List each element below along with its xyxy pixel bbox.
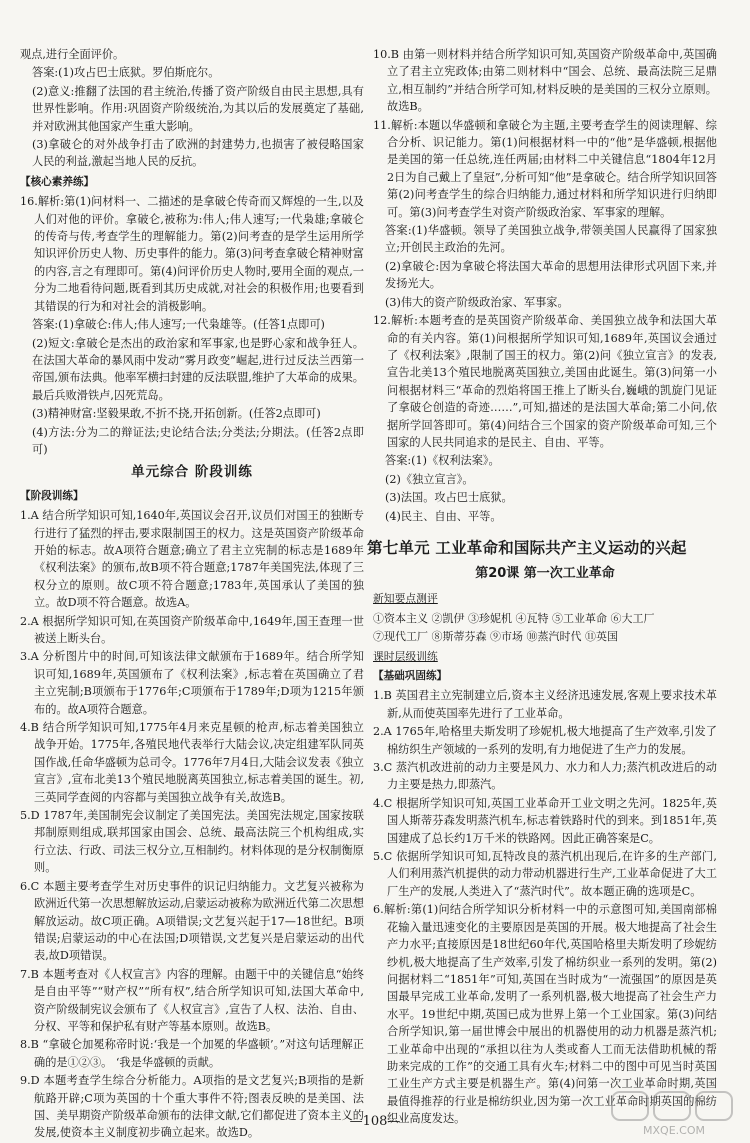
right-block-r19: 2.A 1765年,哈格里夫斯发明了珍妮机,极大地提高了生产效率,引发了棉纺织生产领域的一系列的发明,有力地促进了生产力的发展。 (373, 725, 717, 756)
left-block-l13: 1.A 结合所学知识可知,1640年,英国议会召开,议员们对国王的独断专行进行了猛烈的抨击,要求限制国王的权力。这是英国资产阶级革命开始的标志。故A项符合题意;确立了君主立宪制的标志是1689年《权利法案》的颁布,故B项不符合题意;1787年美国宪法,体现了三权分立的原则。故C项不符合题意;1783年,英国承认了美国的独立。故D项不符合题意。故选A。 (20, 509, 364, 610)
right-block-r14: ①资本主义 ②凯伊 ③珍妮机 ④瓦特 ⑤工业革命 ⑥大工厂 (373, 611, 655, 625)
right-block-r12: 第20课 第一次工业革命 (475, 565, 615, 581)
left-block-l18: 6.C 本题主要考查学生对历史事件的识记归纳能力。文艺复兴被称为欧洲近代第一次思想解放运动,启蒙运动被称为欧洲近代第二次思想解放运动。故C项正确。A项错误;文艺复兴起于17—18世纪。B项错误;启蒙运动的中心在法国;D项错误,文艺复兴是启蒙运动的出代表,故D项错误。 (20, 879, 364, 963)
left-block-l19: 7.B 本题考查对《人权宣言》内容的理解。由题干中的关键信息“始终是自由平等”“财产权”“所有权”,结合所学知识可知,法国大革命中,资产阶级制宪议会颁布了《人权宣言》,宣告了人权、法治、自由、分权、平等和保护私有财产等基本原则。故选B。 (20, 967, 364, 1033)
left-block-l12: 【阶段训练】 (20, 489, 84, 502)
right-block-r21: 4.C 根据所学知识可知,英国工业革命开工业文明之先河。1825年,英国人斯蒂芬森发明蒸汽机车,标志着铁路时代的到来。到1851年,英国建成了总长约1万千米的铁路网。因此正确答案是C。 (373, 796, 717, 845)
right-block-r1: 10.B 由第一则材料并结合所学知识可知,英国资产阶级革命中,英国确立了君主立宪政体;由第二则材料中“国会、总统、最高法院三足鼎立,相互制约”并结合所学可知,材料反映的是美国的三权分立原则。故选B。 (373, 48, 717, 114)
left-block-l3: (2)意义:推翻了法国的君主统治,传播了资产阶级自由民主思想,具有世界性影响。作用:巩固资产阶级统治,为其以后的发展奠定了基础,并对欧洲其他国家产生重大影响。 (32, 84, 364, 133)
watermark-logo (610, 1090, 740, 1138)
left-block-l20: 8.B “拿破仑加冕称帝时说:‘我是一个加冕的华盛顿’。”对这句话理解正确的是①②③。 ‘我是华盛顿的贡献。 (20, 1038, 364, 1069)
left-block-l8: (2)短文:拿破仑是杰出的政治家和军事家,也是野心家和战争狂人。在法国大革命的暴风雨中发动“雾月政变”崛起,进行过反法兰西第一帝国,颁布法典。他率军横扫封建的反法联盟,维护了大革命的成果。最后兵败滑铁卢,囚死荒岛。 (32, 336, 364, 402)
left-block-l11: 单元综合 阶段训练 (131, 464, 253, 481)
right-block-r20: 3.C 蒸汽机改进前的动力主要是风力、水力和人力;蒸汽机改进后的动力主要是热力,即蒸汽。 (373, 761, 717, 792)
right-block-r6: 12.解析:本题考查的是英国资产阶级革命、美国独立战争和法国大革命的有关内容。第(1)问根据所学知识可知,1689年,英国议会通过了《权利法案》,限制了国王的权力。第(2)问《独立宣言》的发表,宣告北美13个殖民地脱离英国独立,美国由此诞生。第(3)问第一小问根据材料三“革命的烈焰将国王推上了断头台,巍峨的凯旋门见证了拿破仑创造的奇迹……”,可知,描述的是法国大革命;第二小问,依据所学回答即可。第(4)问结合三个国家的资产阶级革命可知,三个国家的人民共同追求的是民主、自由、平等。 (373, 314, 717, 449)
right-block-r10: (4)民主、自由、平等。 (385, 509, 502, 523)
left-block-l10: (4)方法:分为二的辩证法;史论结合法;分类法;分期法。(任答2点即可) (32, 425, 364, 456)
right-block-r8: (2)《独立宣言》。 (385, 472, 474, 486)
watermark-text: MXQE.COM (643, 1124, 705, 1137)
right-block-r9: (3)法国。攻占巴士底狱。 (385, 491, 513, 505)
right-column (367, 46, 717, 1129)
right-block-r5: (3)伟大的资产阶级政治家、军事家。 (385, 295, 569, 309)
right-block-r17: 【基础巩固练】 (373, 670, 448, 682)
right-block-r22: 5.C 依据所学知识可知,瓦特改良的蒸汽机出现后,在许多的生产部门,人们利用蒸汽机提供的动力带动机器进行生产,工业革命促进了大工厂生产的发展,人类进入了“蒸汽时代”。故本题正确的选项是C。 (373, 850, 717, 898)
left-block-l16: 4.B 结合所学知识可知,1775年4月来克星顿的枪声,标志着美国独立战争开始。1775年,各殖民地代表举行大陆会议,决定组建军队同英国作战,任命华盛顿为总司令。1776年7月4日,大陆会议发表《独立宣言》,宣布北美13个殖民地脱离英国独立,标志着美国的诞生。初,三英同学查阅的内容都与美国独立战争有关,故选B。 (20, 721, 364, 804)
right-block-r16: 课时层级训练 (373, 649, 438, 663)
page-number: —108— (349, 1114, 401, 1129)
left-column (20, 46, 364, 1143)
right-block-r15: ⑦现代工厂 ⑧斯蒂芬森 ⑨市场 ⑩蒸汽时代 ⑪英国 (373, 630, 618, 644)
left-block-l7: 答案:(1)拿破仑:伟人;伟人速写;一代枭雄等。(任答1点即可) (32, 318, 325, 332)
right-block-r13: 新知要点测评 (373, 592, 438, 606)
left-block-l14: 2.A 根据所学知识可知,在英国资产阶级革命中,1649年,国王查理一世被送上断头台。 (20, 614, 364, 645)
right-block-r23: 6.解析:第(1)问结合所学知识分析材料一中的示意图可知,美国南部棉花输入量迅速变化的主要原因是英国的开展。极大地提高了社会生产力水平;直接原因是18世纪60年代,英国哈格里夫斯发明了珍妮纺纱机,极大地提高了生产效率,引发了棉纺织业一系列的发明。第(2)问据材料二“1851年”可知,英国在当时成为“一流强国”的原因是英国最早完成工业革命,发明了一系列机器,极大地提高了社会生产力水平。19世纪中期,英国已成为世界上第一个工业国家。第(3)问结合所学知识,第一届世博会中展出的机器使用的动力机器是蒸汽机;工业革命中出现的“承担以往为人类或畜人工而无法借助机械的帮助来完成的工作”的交通工具有火车;材料二中的图中可见当时英国工业生产方式主要是机器生产。第(4)问第一次工业革命时期,英国最值得推荐的行业是棉纺织业,因为第一次工业革命时期英国的棉纺织业高度发达。 (373, 903, 717, 1126)
left-block-l2: 答案:(1)攻占巴士底狱。罗伯斯庇尔。 (32, 66, 220, 80)
left-block-l9: (3)精神财富:坚毅果敢,不折不挠,开拓创新。(任答2点即可) (32, 407, 321, 421)
left-block-l5: 【核心素养练】 (20, 175, 95, 188)
right-block-r18: 1.B 英国君主立宪制建立后,资本主义经济迅速发展,客观上要求技术革新,从而使英国率先进行了工业革命。 (373, 689, 717, 720)
left-block-l4: (3)拿破仑的对外战争打击了欧洲的封建势力,也损害了被侵略国家人民的利益,激起当地人民的反抗。 (32, 138, 364, 169)
left-block-l17: 5.D 1787年,美国制宪会议制定了美国宪法。美国宪法规定,国家按联邦制原则组成,联邦国家由国会、总统、最高法院三个机构组成,实行立法、行政、司法三权分立,互相制约。材料体现的是分权制衡原则。 (20, 809, 364, 875)
right-block-r4: (2)拿破仑:因为拿破仑将法国大革命的思想用法律形式巩固下来,并发扬光大。 (385, 259, 717, 291)
left-block-l6: 16.解析:第(1)问材料一、二描述的是拿破仑传奇而又辉煌的一生,以及人们对他的评价。拿破仑,被称为:伟人;伟人速写;一代枭雄;拿破仑的传奇与传,考查学生的理解能力。第(2)问考查的是学生运用所学知识评价历史人物、历史事件的能力。第(3)问考查拿破仑精神财富的内容,言之有理即可。第(4)问评价历史人物时,要用全面的观点,一分为二地看待问题,既看到其历史成就,对社会的积极作用;也要看到其错误的行为和对社会的消极影响。 (20, 195, 364, 313)
left-block-l1: 观点,进行全面评价。 (20, 48, 125, 61)
right-block-r11: 第七单元 工业革命和国际共产主义运动的兴起 (367, 538, 687, 557)
left-block-l21: 9.D 本题考查学生综合分析能力。A项指的是文艺复兴;B项指的是新航路开辟;C项为英国的十个重大事件不符;图表反映的是美国、法国、美早期资产阶级革命颁布的法律文献,它们都促进了资本主义的发展,使资本主义制度初步确立起来。故选D。 (20, 1074, 364, 1140)
right-block-r3: 答案:(1)华盛顿。领导了美国独立战争,带领美国人民赢得了国家独立;开创民主政治的先河。 (385, 224, 717, 255)
left-block-l15: 3.A 分析图片中的时间,可知该法律文献颁布于1689年。结合所学知识可知,1689年,英国颁布了《权利法案》,标志着在英国确立了君主立宪制;B项颁布于1776年;C项颁布于1789年;D项为1215年颁布的。故A项符合题意。 (20, 650, 364, 716)
right-block-r7: 答案:(1)《权利法案》。 (385, 454, 500, 468)
right-block-r2: 11.解析:本题以华盛顿和拿破仑为主题,主要考查学生的阅读理解、综合分析、识记能力。第(1)问根据材料一中的“他”是华盛顿,根据他是美国的第一任总统,连任两届;由材料二中关键信息“1804年12月2日为自己戴上了皇冠”,分析可知“他”是拿破仑。结合所学知识回答第(2)问考查学生的综合归纳能力,通过材料和所学知识进行归纳即可。第(3)问考查学生对资产阶级政治家、军事家的理解。 (373, 118, 717, 219)
